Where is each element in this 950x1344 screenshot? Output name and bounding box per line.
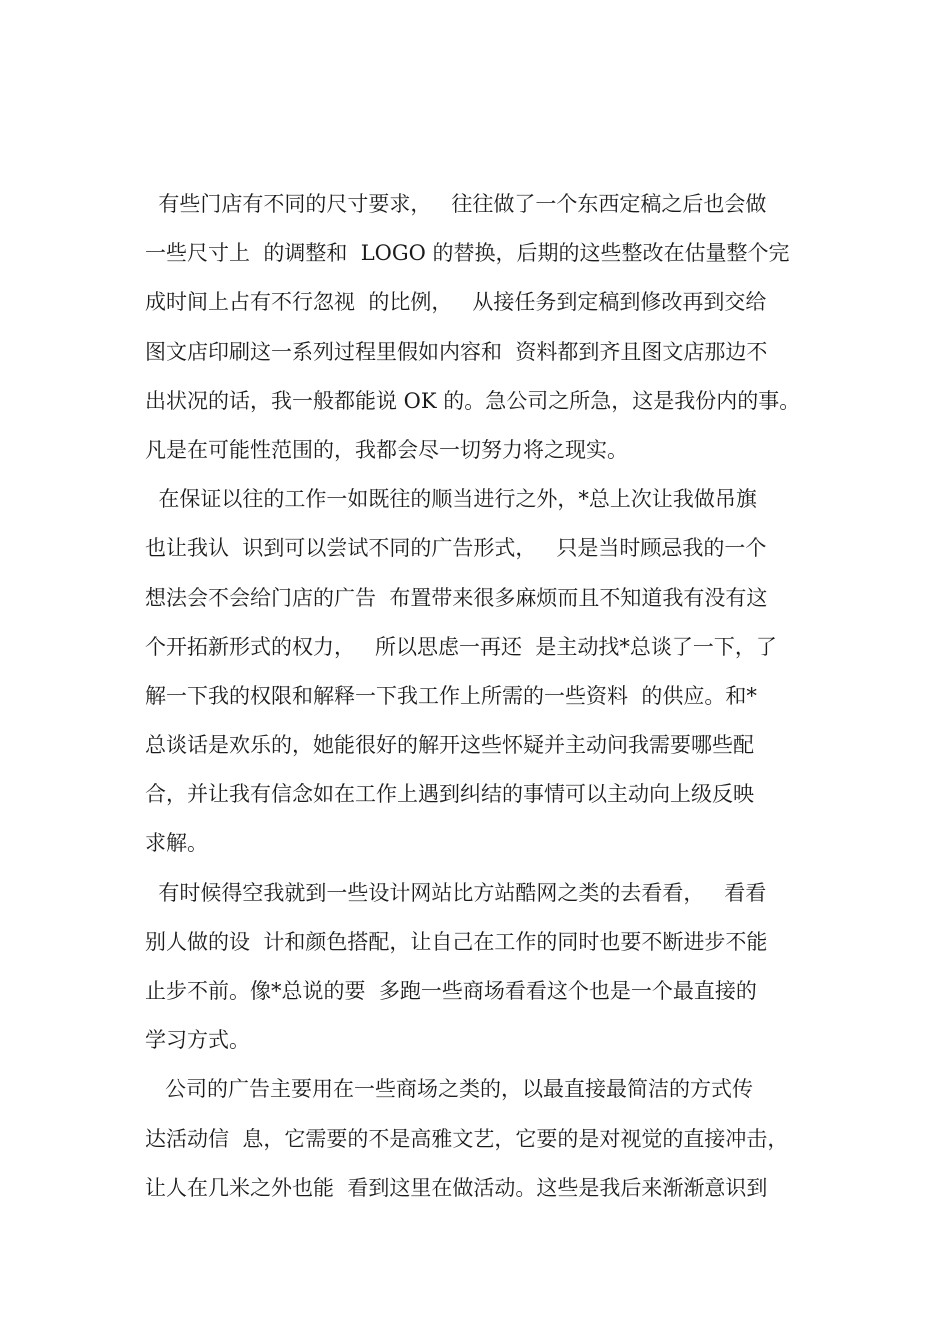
text-line: 合，并让我有信念如在工作上遇到纠结的事情可以主动向上级反映 [145,782,754,807]
text-line: 凡是在可能性范围的，我都会尽一切努力将之现实。 [145,437,628,462]
text-line: 在保证以往的工作一如既往的顺当进行之外，*总上次让我做吊旗 [145,487,757,512]
text-line: 解一下我的权限和解释一下我工作上所需的一些资料 的供应。和* [145,683,757,708]
text-line: 总谈话是欢乐的，她能很好的解开这些怀疑并主动问我需要哪些配 [145,733,754,758]
text-line: 别人做的设 计和颜色搭配，让自己在工作的同时也要不断进步不能 [145,929,768,954]
document-body [145,180,825,1213]
text-line: 求解。 [145,831,208,856]
text-line: 想法会不会给门店的广告 布置带来很多麻烦而且不知道我有没有这 [145,585,768,610]
text-line: 让人在几米之外也能 看到这里在做活动。这些是我后来渐渐意识到 [145,1175,768,1200]
text-line: 出状况的话，我一般都能说 OK 的。急公司之所急，这是我份内的事。 [145,388,801,413]
text-line: 也让我认 识到可以尝试不同的广告形式， 只是当时顾忌我的一个 [145,536,767,561]
text-line: 止步不前。像*总说的要 多跑一些商场看看这个也是一个最直接的 [145,979,757,1003]
text-line: 个开拓新形式的权力， 所以思虑一再还 是主动找*总谈了一下，了 [145,634,777,659]
text-line: 学习方式。 [145,1028,250,1053]
text-line: 图文店印刷这一系列过程里假如内容和 资料都到齐且图文店那边不 [145,339,768,364]
text-line: 达活动信 息，它需要的不是高雅文艺，它要的是对视觉的直接冲击， [145,1126,789,1151]
text-line: 一些尺寸上 的调整和 LOGO 的替换，后期的这些整改在估量整个完 [145,241,790,266]
text-line: 公司的广告主要用在一些商场之类的，以最直接最简洁的方式传 [145,1077,754,1102]
text-line: 成时间上占有不行忽视 的比例， 从接任务到定稿到修改再到交给 [145,290,767,315]
text-line: 有些门店有不同的尺寸要求， 往往做了一个东西定稿之后也会做 [145,192,767,216]
text-line: 有时候得空我就到一些设计网站比方站酷网之类的去看看， 看看 [145,880,767,905]
